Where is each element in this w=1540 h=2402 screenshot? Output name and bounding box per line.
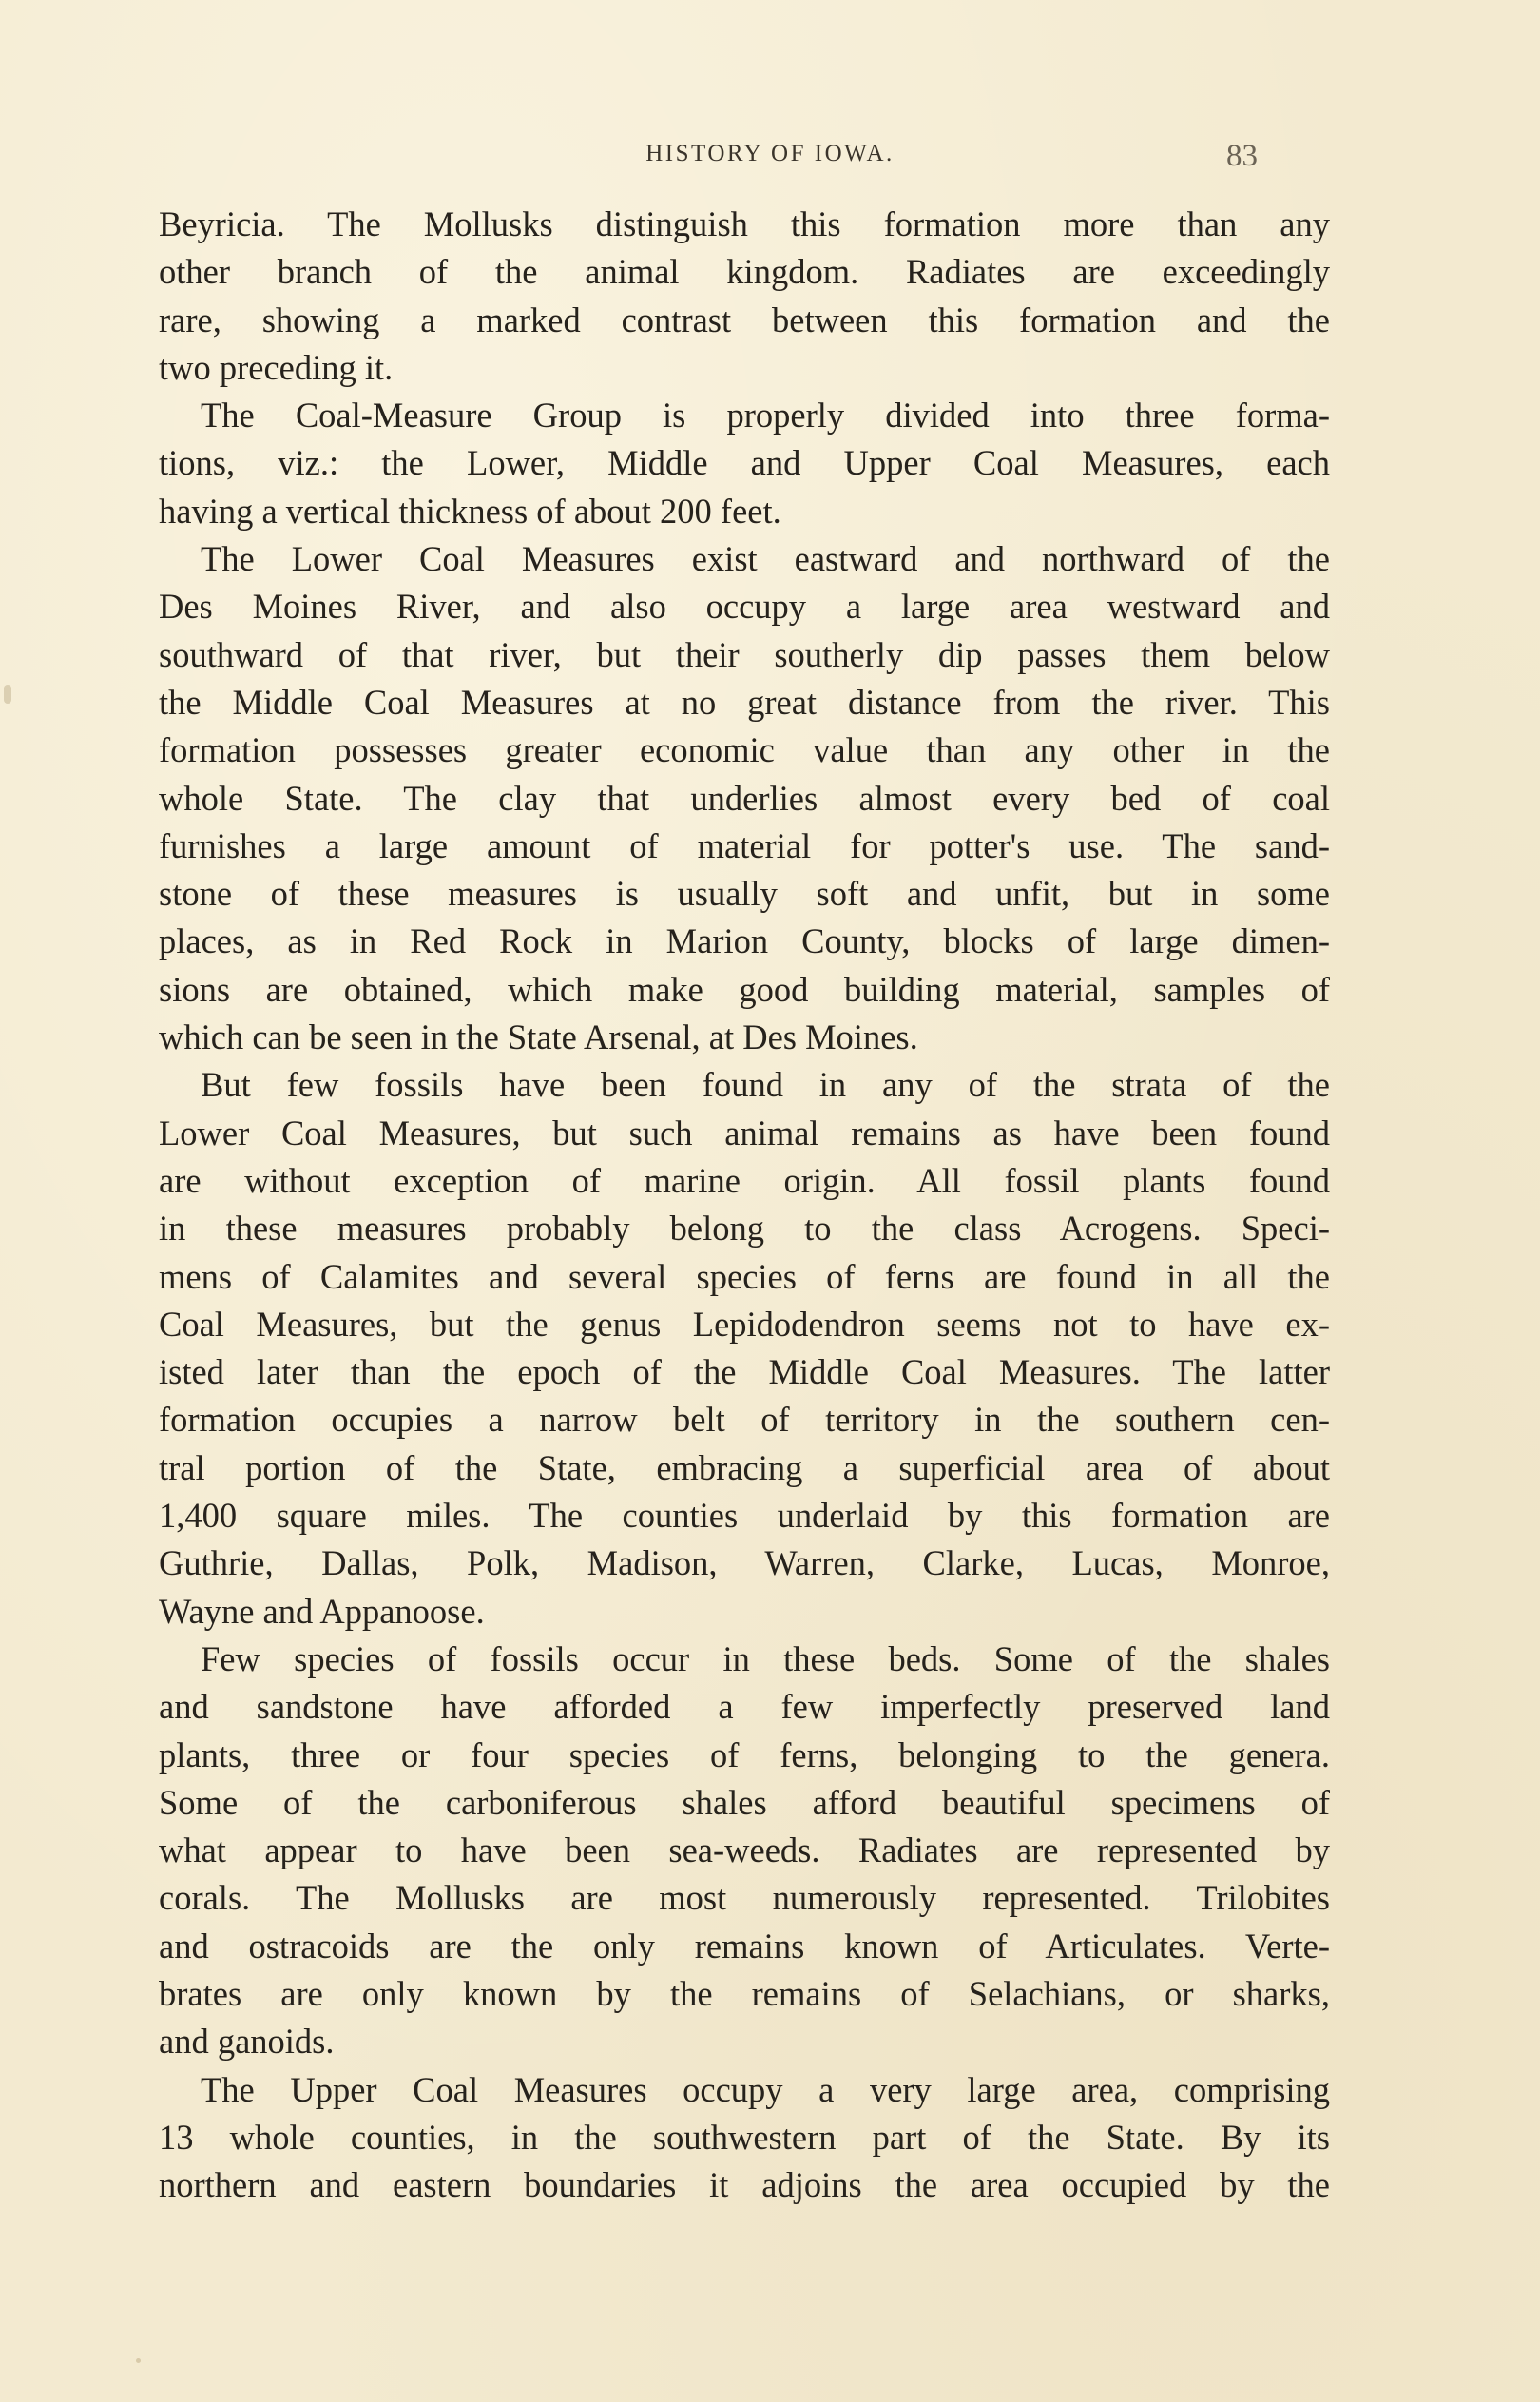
text-line: which can be seen in the State Arsenal, at Des Moines. [159,1017,918,1057]
text-line: sions are obtained, which make good building material, samples of [159,969,1330,1009]
text-line: places, as in Red Rock in Marion County, blocks of large dimen- [159,921,1330,961]
text-line: Wayne and Appanoose. [159,1591,485,1631]
text-line: Beyricia. The Mollusks distinguish this formation more than any [159,204,1330,243]
text-line: northern and eastern boundaries it adjoins the area occupied by the [159,2165,1330,2205]
text-line: rare, showing a marked contrast between this formation and the [159,300,1330,339]
text-line: Few species of fossils occur in these beds. Some of the shales [201,1638,1330,1678]
text-line: The Upper Coal Measures occupy a very large area, comprising [201,2069,1330,2109]
page-number: 83 [1226,139,1258,173]
text-line: stone of these measures is usually soft and unfit, but in some [159,874,1330,914]
text-line: having a vertical thickness of about 200 feet. [159,491,781,531]
text-line: and ostracoids are the only remains known of Articulates. Verte- [159,1926,1330,1966]
paper-speck [136,2358,141,2363]
text-line: what appear to have been sea-weeds. Radiates are represented by [159,1831,1330,1870]
text-line: 1,400 square miles. The counties underlaid by this formation are [159,1496,1330,1536]
text-line: The Lower Coal Measures exist eastward and northward of the [201,539,1330,579]
text-line: Lower Coal Measures, but such animal remains as have been found [159,1113,1330,1153]
text-line: in these measures probably belong to the class Acrogens. Speci- [159,1209,1330,1249]
text-line: brates are only known by the remains of Selachians, or sharks, [159,1973,1330,2013]
text-line: 13 whole counties, in the southwestern part of the State. By its [159,2117,1330,2157]
text-line: southward of that river, but their southerly dip passes them below [159,634,1330,674]
text-line: other branch of the animal kingdom. Radiates are exceedingly [159,252,1330,292]
text-line: tions, viz.: the Lower, Middle and Upper Coal Measures, each [159,443,1330,483]
body-text [159,201,1330,2209]
text-line: formation occupies a narrow belt of territory in the southern cen- [159,1400,1330,1440]
text-line: furnishes a large amount of material for potter's use. The sand- [159,825,1330,865]
text-line: isted later than the epoch of the Middle Coal Measures. The latter [159,1352,1330,1392]
text-line: Coal Measures, but the genus Lepidodendron seems not to have ex- [159,1304,1330,1344]
text-line: Some of the carboniferous shales afford beautiful specimens of [159,1782,1330,1822]
text-line: are without exception of marine origin. All fossil plants found [159,1160,1330,1200]
text-line: The Coal-Measure Group is properly divided into three forma- [201,396,1330,436]
text-line: formation possesses greater economic value than any other in the [159,730,1330,770]
text-line: plants, three or four species of ferns, belonging to the genera. [159,1734,1330,1774]
text-line: tral portion of the State, embracing a superficial area of about [159,1447,1330,1487]
running-head: HISTORY OF IOWA. [645,141,895,166]
text-line: and sandstone have afforded a few imperfectly preserved land [159,1687,1330,1727]
text-line: Guthrie, Dallas, Polk, Madison, Warren, Clarke, Lucas, Monroe, [159,1543,1330,1583]
text-line: mens of Calamites and several species of ferns are found in all the [159,1256,1330,1296]
text-line: whole State. The clay that underlies almost every bed of coal [159,778,1330,818]
text-line: and ganoids. [159,2022,335,2062]
text-line: two preceding it. [159,347,394,387]
text-line: But few fossils have been found in any of the strata of the [201,1065,1330,1105]
text-line: Des Moines River, and also occupy a large area westward and [159,587,1330,627]
paper-blemish [4,685,11,704]
text-line: the Middle Coal Measures at no great distance from the river. This [159,682,1330,722]
text-line: corals. The Mollusks are most numerously represented. Trilobites [159,1878,1330,1918]
